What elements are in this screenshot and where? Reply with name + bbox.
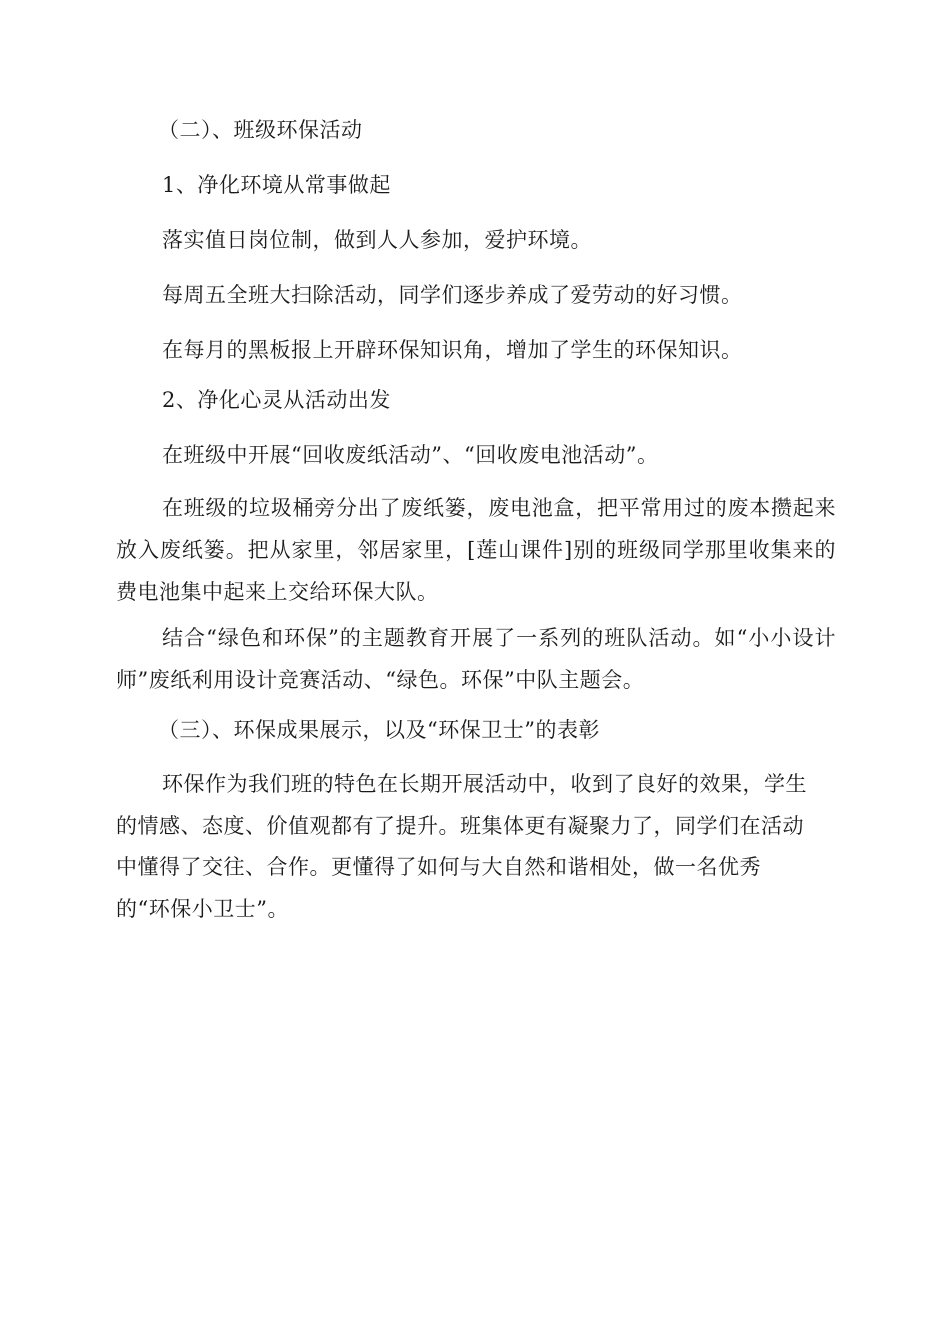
paragraph-blackboard: 在每月的黑板报上开辟环保知识角，增加了学生的环保知识。 — [162, 338, 743, 362]
paragraph-weekly-cleaning: 每周五全班大扫除活动，同学们逐步养成了爱劳动的好习惯。 — [162, 283, 743, 307]
paragraph-results-line-1: 环保作为我们班的特色在长期开展活动中，收到了良好的效果，学生 — [162, 772, 807, 796]
section-heading-2: （二）、班级环保活动 — [158, 118, 363, 142]
paragraph-results-line-2: 的情感、态度、价值观都有了提升。班集体更有凝聚力了，同学们在活动 — [116, 814, 804, 838]
paragraph-recycling-activities: 在班级中开展“回收废纸活动”、“回收废电池活动”。 — [162, 443, 659, 467]
paragraph-results-line-4: 的“环保小卫士”。 — [116, 897, 289, 921]
paragraph-results-line-3: 中懂得了交往、合作。更懂得了如何与大自然和谐相处，做一名优秀 — [116, 855, 761, 879]
section-heading-3: （三）、环保成果展示，以及“环保卫士”的表彰 — [158, 718, 600, 742]
subsection-heading-1: 1、净化环境从常事做起 — [162, 173, 391, 197]
paragraph-theme-education: 结合“绿色和环保”的主题教育开展了一系列的班队活动。如“小小设计师”废纸利用设计竞赛活动、“绿色。环保”中队主题会。 — [116, 626, 836, 692]
subsection-heading-2: 2、净化心灵从活动出发 — [162, 388, 391, 412]
paragraph-duty-system: 落实值日岗位制，做到人人参加，爱护环境。 — [162, 228, 592, 252]
paragraph-waste-collection: 在班级的垃圾桶旁分出了废纸篓，废电池盒，把平常用过的废本攒起来放入废纸篓。把从家里，邻居家里，[莲山课件]别的班级同学那里收集来的费电池集中起来上交给环保大队。 — [116, 496, 836, 604]
